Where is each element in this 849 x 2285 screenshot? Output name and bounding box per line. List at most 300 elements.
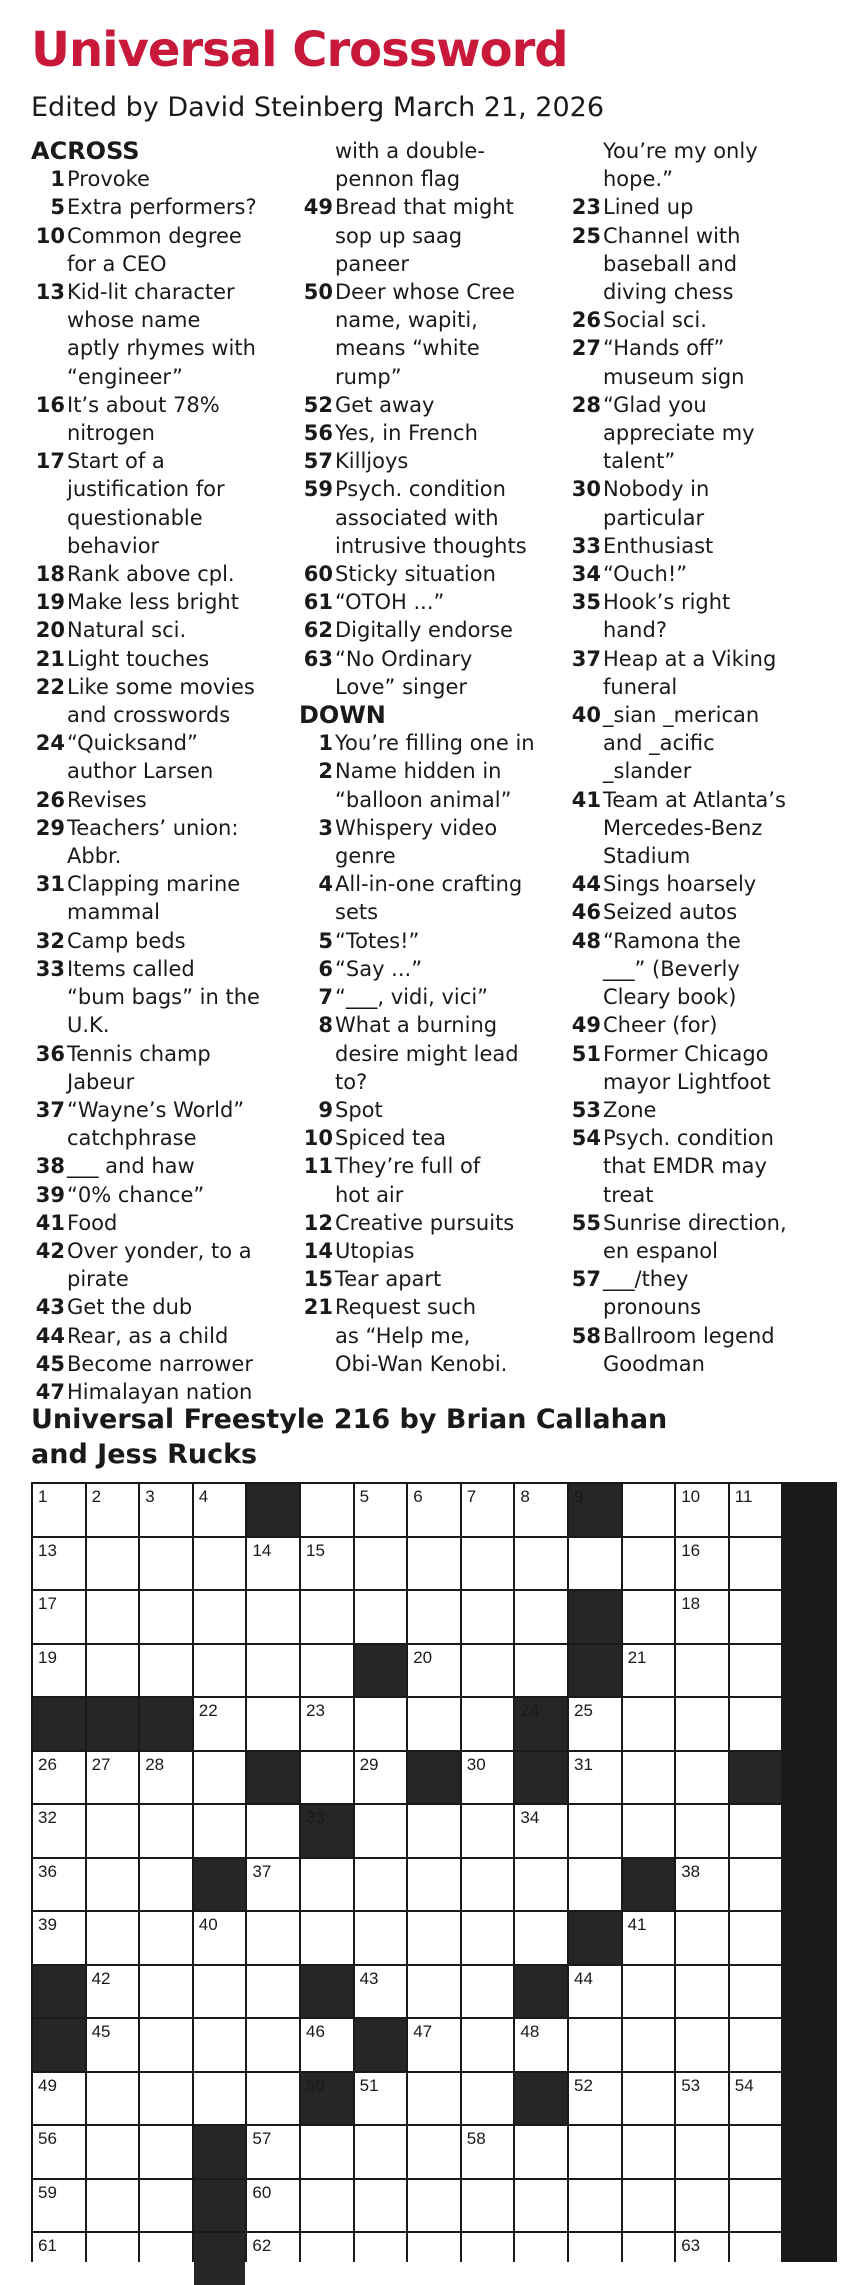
clue-number: 9 — [318, 1097, 333, 1122]
grid-cell[interactable] — [194, 1805, 246, 1857]
clue-number: 29 — [35, 815, 65, 840]
grid-cell[interactable] — [247, 1859, 299, 1911]
grid-cell[interactable] — [462, 2019, 514, 2071]
grid-cell[interactable] — [87, 1645, 139, 1697]
grid-cell[interactable] — [408, 1538, 460, 1590]
clue — [299, 588, 561, 616]
clue-number: 57 — [303, 449, 333, 474]
grid-cell[interactable] — [247, 1912, 299, 1964]
clue — [567, 306, 837, 334]
grid-cell[interactable] — [301, 2019, 353, 2071]
clue-text-continued: museum sign — [603, 364, 745, 389]
grid-cell[interactable] — [515, 2180, 567, 2232]
clue — [299, 757, 561, 785]
grid-cell[interactable] — [676, 2073, 728, 2125]
clue-text: Become narrower — [67, 1351, 253, 1376]
grid-cell[interactable] — [87, 1591, 139, 1643]
grid-cell[interactable] — [33, 1752, 85, 1804]
grid-cell[interactable] — [623, 1484, 675, 1536]
grid-cell[interactable] — [408, 1698, 460, 1750]
grid-cell[interactable] — [515, 1912, 567, 1964]
grid-cell[interactable] — [462, 1966, 514, 2018]
grid-cell[interactable] — [194, 1538, 246, 1590]
grid-cell[interactable] — [462, 1859, 514, 1911]
grid-cell[interactable] — [301, 2126, 353, 2178]
grid-cell[interactable] — [33, 2073, 85, 2125]
grid-cell[interactable] — [194, 2073, 246, 2125]
grid-cell[interactable] — [730, 2019, 782, 2071]
cell-number: 6 — [413, 1487, 423, 1506]
grid-cell[interactable] — [247, 1966, 299, 2018]
grid-cell[interactable] — [730, 2233, 782, 2285]
grid-cell[interactable] — [462, 2233, 514, 2285]
grid-cell[interactable] — [676, 1538, 728, 1590]
grid-cell[interactable] — [194, 2019, 246, 2071]
cell-number: 54 — [734, 2075, 754, 2095]
grid-cell[interactable] — [301, 2233, 353, 2285]
grid-cell[interactable] — [355, 1859, 407, 1911]
grid-cell[interactable] — [515, 1484, 567, 1536]
grid-cell[interactable] — [462, 1912, 514, 1964]
grid-cell[interactable] — [515, 1805, 567, 1857]
clue-text: Tear apart — [335, 1267, 442, 1292]
cell-number: 26 — [38, 1754, 57, 1774]
grid-cell[interactable] — [623, 1538, 675, 1590]
grid-cell[interactable] — [87, 2126, 139, 2178]
clue-text-continued: appreciate my — [603, 421, 755, 446]
grid-cell[interactable] — [140, 1484, 192, 1536]
clue-text-continued: behavior — [67, 533, 160, 558]
grid-cell[interactable] — [33, 2126, 85, 2178]
clue-text-continued: treat — [603, 1182, 654, 1207]
grid-cell[interactable] — [676, 2126, 728, 2178]
clue-text: Former Chicago — [603, 1041, 769, 1066]
black-square — [515, 1966, 567, 2018]
grid-cell[interactable] — [730, 1591, 782, 1643]
grid-cell[interactable] — [515, 2126, 567, 2178]
grid-cell[interactable] — [140, 2126, 192, 2178]
cell-number: 48 — [520, 2022, 540, 2041]
grid-cell[interactable] — [301, 1752, 353, 1804]
clue-text-continued: pennon flag — [335, 167, 461, 192]
cell-number: 30 — [466, 1754, 486, 1774]
grid-cell[interactable] — [676, 1645, 728, 1697]
grid-cell[interactable] — [569, 2180, 621, 2232]
grid-cell[interactable] — [140, 1805, 192, 1857]
clue-text: “___, vidi, vici” — [335, 985, 489, 1010]
clue — [299, 870, 561, 898]
clue-number: 33 — [571, 533, 601, 558]
clue-number: 5 — [50, 195, 65, 220]
grid-cell[interactable] — [462, 1752, 514, 1804]
grid-cell[interactable] — [730, 1912, 782, 1964]
grid-cell[interactable] — [462, 2073, 514, 2125]
cell-number: 38 — [681, 1861, 701, 1881]
grid-cell[interactable] — [569, 1859, 621, 1911]
grid-cell[interactable] — [247, 2180, 299, 2232]
grid-cell[interactable] — [355, 1484, 407, 1536]
grid-cell[interactable] — [140, 1591, 192, 1643]
grid-cell[interactable] — [676, 1859, 728, 1911]
clue-number: 40 — [571, 703, 601, 728]
clue-number: 22 — [35, 674, 65, 699]
clue — [299, 419, 561, 447]
grid-cell[interactable] — [623, 2180, 675, 2232]
grid-cell[interactable] — [140, 1859, 192, 1911]
black-square — [301, 2073, 353, 2125]
black-square — [194, 2126, 246, 2178]
clue-number: 19 — [35, 590, 65, 615]
grid-cell[interactable] — [462, 1805, 514, 1857]
cell-number: 50 — [306, 2075, 325, 2095]
black-square — [515, 1698, 567, 1750]
clue — [31, 1152, 293, 1180]
grid-cell[interactable] — [730, 1698, 782, 1750]
clue-text: Utopias — [335, 1238, 415, 1263]
grid-cell[interactable] — [515, 1645, 567, 1697]
clue-number: 44 — [571, 872, 601, 897]
clue-text-continued: to? — [335, 1069, 368, 1094]
clue-text: They’re full of — [335, 1154, 481, 1179]
grid-cell[interactable] — [87, 2180, 139, 2232]
grid-cell[interactable] — [87, 2019, 139, 2071]
grid-cell[interactable] — [730, 1966, 782, 2018]
grid-cell[interactable] — [623, 1698, 675, 1750]
grid-cell[interactable] — [676, 1484, 728, 1536]
across-heading: ACROSS — [31, 137, 140, 165]
grid-cell[interactable] — [247, 2233, 299, 2285]
clue-text-continued: hand? — [603, 618, 667, 643]
grid-cell[interactable] — [87, 1859, 139, 1911]
grid-cell[interactable] — [462, 2126, 514, 2178]
grid-cell[interactable] — [247, 1591, 299, 1643]
grid-cell[interactable] — [87, 2233, 139, 2285]
clue — [31, 814, 293, 842]
clue — [31, 165, 293, 193]
grid-cell[interactable] — [569, 1805, 621, 1857]
grid-cell[interactable] — [730, 1538, 782, 1590]
grid-cell[interactable] — [301, 2180, 353, 2232]
grid-cell[interactable] — [569, 1966, 621, 2018]
grid-cell[interactable] — [676, 2019, 728, 2071]
clue-number: 10 — [303, 1126, 333, 1151]
grid-cell[interactable] — [408, 1912, 460, 1964]
clue-number: 25 — [571, 223, 601, 248]
clue-text-continued: diving chess — [603, 280, 734, 305]
clue-text-continued: _slander — [603, 759, 692, 784]
clue-text-continued: questionable — [67, 505, 203, 530]
clue-number: 55 — [571, 1210, 601, 1235]
grid-cell[interactable] — [355, 1538, 407, 1590]
clue-number: 42 — [35, 1238, 65, 1263]
clue-number: 57 — [571, 1267, 601, 1292]
grid-cell[interactable] — [676, 1591, 728, 1643]
grid-cell[interactable] — [462, 1645, 514, 1697]
grid-cell[interactable] — [87, 1805, 139, 1857]
clue-text-continued: “balloon animal” — [335, 787, 512, 812]
clue-number: 46 — [571, 900, 601, 925]
grid-cell[interactable] — [301, 1484, 353, 1536]
clue — [31, 447, 293, 475]
clue-text: “OTOH ...” — [335, 590, 445, 615]
grid-cell[interactable] — [515, 1859, 567, 1911]
grid-cell[interactable] — [33, 2180, 85, 2232]
clue-text-continued: Love” singer — [335, 674, 468, 699]
grid-cell[interactable] — [408, 1591, 460, 1643]
clue-text: “Glad you — [603, 392, 707, 417]
grid-cell[interactable] — [676, 1912, 728, 1964]
grid-cell[interactable] — [676, 1966, 728, 2018]
grid-cell[interactable] — [247, 2073, 299, 2125]
grid-cell[interactable] — [408, 1645, 460, 1697]
grid-cell[interactable] — [462, 1698, 514, 1750]
grid-cell[interactable] — [87, 1752, 139, 1804]
grid-cell[interactable] — [623, 2126, 675, 2178]
cell-number: 32 — [38, 1808, 57, 1827]
clue — [31, 1350, 293, 1378]
grid-cell[interactable] — [676, 2233, 728, 2285]
grid-cell[interactable] — [569, 2126, 621, 2178]
clue-text: Digitally endorse — [335, 618, 513, 643]
clue — [567, 1322, 837, 1350]
grid-cell[interactable] — [194, 1645, 246, 1697]
clue — [567, 870, 837, 898]
grid-cell[interactable] — [301, 1698, 353, 1750]
cell-number: 20 — [413, 1647, 433, 1667]
cell-number: 40 — [198, 1915, 218, 1934]
grid-cell[interactable] — [247, 1538, 299, 1590]
clue-text: Killjoys — [335, 449, 409, 474]
grid-cell[interactable] — [408, 1484, 460, 1536]
grid-cell[interactable] — [355, 2126, 407, 2178]
grid-cell[interactable] — [408, 1966, 460, 2018]
grid-cell[interactable] — [408, 1859, 460, 1911]
clue — [567, 1096, 837, 1124]
clue-number: 21 — [303, 1295, 333, 1320]
clue-text-continued: as “Help me, — [335, 1323, 471, 1348]
grid-cell[interactable] — [87, 2073, 139, 2125]
grid-cell[interactable] — [247, 1645, 299, 1697]
grid-cell[interactable] — [33, 1859, 85, 1911]
grid-cell[interactable] — [33, 1912, 85, 1964]
grid-cell[interactable] — [355, 2073, 407, 2125]
clue-text-continued: Abbr. — [67, 844, 122, 869]
clue-text-continued: Cleary book) — [603, 985, 737, 1010]
grid-cell[interactable] — [355, 2180, 407, 2232]
grid-cell[interactable] — [569, 1698, 621, 1750]
grid-cell[interactable] — [87, 1912, 139, 1964]
cell-number: 34 — [520, 1808, 540, 1827]
grid-cell[interactable] — [515, 2019, 567, 2071]
grid-cell[interactable] — [33, 1645, 85, 1697]
grid-cell[interactable] — [33, 1591, 85, 1643]
grid-cell[interactable] — [194, 1912, 246, 1964]
grid-cell[interactable] — [33, 1484, 85, 1536]
grid-cell[interactable] — [515, 2233, 567, 2285]
clue — [299, 983, 561, 1011]
clue-number: 41 — [571, 787, 601, 812]
grid-cell[interactable] — [301, 1591, 353, 1643]
grid-cell[interactable] — [515, 1538, 567, 1590]
clue-text-continued: that EMDR may — [603, 1154, 767, 1179]
grid-cell[interactable] — [355, 1698, 407, 1750]
grid-cell[interactable] — [408, 2073, 460, 2125]
grid-cell[interactable] — [730, 2126, 782, 2178]
grid-cell[interactable] — [87, 1538, 139, 1590]
clue-number: 7 — [318, 985, 333, 1010]
clue-text-continued: desire might lead — [335, 1041, 519, 1066]
clue — [299, 729, 561, 757]
grid-cell[interactable] — [730, 1645, 782, 1697]
grid-cell[interactable] — [33, 1805, 85, 1857]
black-square — [355, 2019, 407, 2071]
clue-number: 61 — [303, 590, 333, 615]
grid-cell[interactable] — [140, 1966, 192, 2018]
clue-number: 24 — [35, 731, 65, 756]
grid-cell[interactable] — [87, 1966, 139, 2018]
grid-cell[interactable] — [140, 1752, 192, 1804]
clue-text-continued: genre — [335, 844, 396, 869]
clue-text: Lined up — [603, 195, 694, 220]
grid-cell[interactable] — [301, 1912, 353, 1964]
clue-number: 56 — [303, 421, 333, 446]
grid-cell[interactable] — [140, 2019, 192, 2071]
grid-cell[interactable] — [730, 2180, 782, 2232]
clue-number: 31 — [35, 872, 65, 897]
clue-text: ___/they — [603, 1267, 689, 1292]
cell-number: 27 — [91, 1754, 111, 1774]
clue-text: Common degree — [67, 223, 242, 248]
grid-cell[interactable] — [730, 2073, 782, 2125]
cell-number: 42 — [91, 1968, 111, 1988]
grid-cell[interactable] — [194, 1966, 246, 2018]
grid-cell[interactable] — [623, 1645, 675, 1697]
grid-cell[interactable] — [623, 1966, 675, 2018]
grid-cell[interactable] — [462, 1538, 514, 1590]
clue-number: 52 — [303, 392, 333, 417]
grid-cell[interactable] — [569, 2019, 621, 2071]
clue — [567, 475, 837, 503]
grid-cell[interactable] — [730, 1805, 782, 1857]
grid-cell[interactable] — [676, 1698, 728, 1750]
cell-number: 45 — [91, 2022, 111, 2041]
grid-cell[interactable] — [462, 1484, 514, 1536]
clue-text: Over yonder, to a — [67, 1238, 252, 1263]
grid-cell[interactable] — [194, 1591, 246, 1643]
grid-cell[interactable] — [355, 1805, 407, 1857]
clue — [567, 560, 837, 588]
grid-cell[interactable] — [247, 1698, 299, 1750]
grid-cell[interactable] — [87, 1484, 139, 1536]
grid-cell[interactable] — [301, 1538, 353, 1590]
grid-cell[interactable] — [194, 1752, 246, 1804]
grid-cell[interactable] — [623, 1752, 675, 1804]
clue-text: Psych. condition — [335, 477, 506, 502]
clue-text-continued: nitrogen — [67, 421, 155, 446]
grid-cell[interactable] — [462, 1591, 514, 1643]
grid-cell[interactable] — [408, 2019, 460, 2071]
clue-text-continued: pirate — [67, 1267, 129, 1292]
grid-cell[interactable] — [623, 1912, 675, 1964]
grid-cell[interactable] — [301, 1859, 353, 1911]
clue-text: Spiced tea — [335, 1126, 446, 1151]
clue-text: Extra performers? — [67, 195, 257, 220]
clue — [31, 673, 293, 701]
cell-number: 19 — [38, 1647, 57, 1667]
grid-cell[interactable] — [408, 2233, 460, 2285]
clue-text: Cheer (for) — [603, 1013, 718, 1038]
grid-cell[interactable] — [623, 1591, 675, 1643]
grid-cell[interactable] — [247, 2019, 299, 2071]
grid-cell[interactable] — [140, 1538, 192, 1590]
grid-cell[interactable] — [33, 1538, 85, 1590]
grid-cell[interactable] — [569, 1538, 621, 1590]
clue-text: Yes, in French — [335, 421, 478, 446]
clue-text-continued: “engineer” — [67, 364, 183, 389]
clue-text: Sticky situation — [335, 562, 496, 587]
black-square — [33, 2019, 85, 2071]
black-square — [247, 1484, 299, 1536]
grid-cell[interactable] — [140, 2073, 192, 2125]
grid-cell[interactable] — [355, 1912, 407, 1964]
grid-cell[interactable] — [676, 2180, 728, 2232]
grid-cell[interactable] — [355, 1966, 407, 2018]
grid-cell[interactable] — [140, 1645, 192, 1697]
grid-cell[interactable] — [33, 2233, 85, 2285]
grid-cell[interactable] — [623, 1805, 675, 1857]
grid-cell[interactable] — [247, 1805, 299, 1857]
clue-text: Channel with — [603, 223, 741, 248]
grid-cell[interactable] — [569, 1752, 621, 1804]
clue — [299, 1293, 561, 1321]
grid-cell[interactable] — [623, 2019, 675, 2071]
grid-cell[interactable] — [355, 1591, 407, 1643]
clue-number: 5 — [318, 928, 333, 953]
grid-cell[interactable] — [140, 1912, 192, 1964]
grid-cell[interactable] — [730, 1484, 782, 1536]
grid-cell[interactable] — [730, 1859, 782, 1911]
grid-cell[interactable] — [408, 2180, 460, 2232]
grid-cell[interactable] — [623, 2073, 675, 2125]
grid-cell[interactable] — [247, 2126, 299, 2178]
clue-text: All-in-one crafting — [335, 872, 523, 897]
clue-number: 13 — [35, 280, 65, 305]
grid-cell[interactable] — [676, 1805, 728, 1857]
grid-cell[interactable] — [194, 1698, 246, 1750]
clue — [31, 786, 293, 814]
grid-cell[interactable] — [408, 2126, 460, 2178]
grid-cell[interactable] — [355, 1752, 407, 1804]
grid-cell[interactable] — [515, 1591, 567, 1643]
grid-cell[interactable] — [569, 2233, 621, 2285]
grid-cell[interactable] — [140, 2233, 192, 2285]
grid-cell[interactable] — [408, 1805, 460, 1857]
cell-number: 28 — [145, 1754, 165, 1774]
grid-cell[interactable] — [569, 2073, 621, 2125]
grid-cell[interactable] — [676, 1752, 728, 1804]
grid-cell[interactable] — [301, 1645, 353, 1697]
grid-cell[interactable] — [623, 2233, 675, 2285]
cell-number: 63 — [681, 2236, 701, 2255]
grid-cell[interactable] — [355, 2233, 407, 2285]
clue-text: Sings hoarsely — [603, 872, 757, 897]
black-square — [301, 1966, 353, 2018]
grid-cell[interactable] — [462, 2180, 514, 2232]
clue — [31, 870, 293, 898]
grid-cell[interactable] — [140, 2180, 192, 2232]
grid-cell[interactable] — [194, 1484, 246, 1536]
clue-number: 1 — [50, 167, 65, 192]
